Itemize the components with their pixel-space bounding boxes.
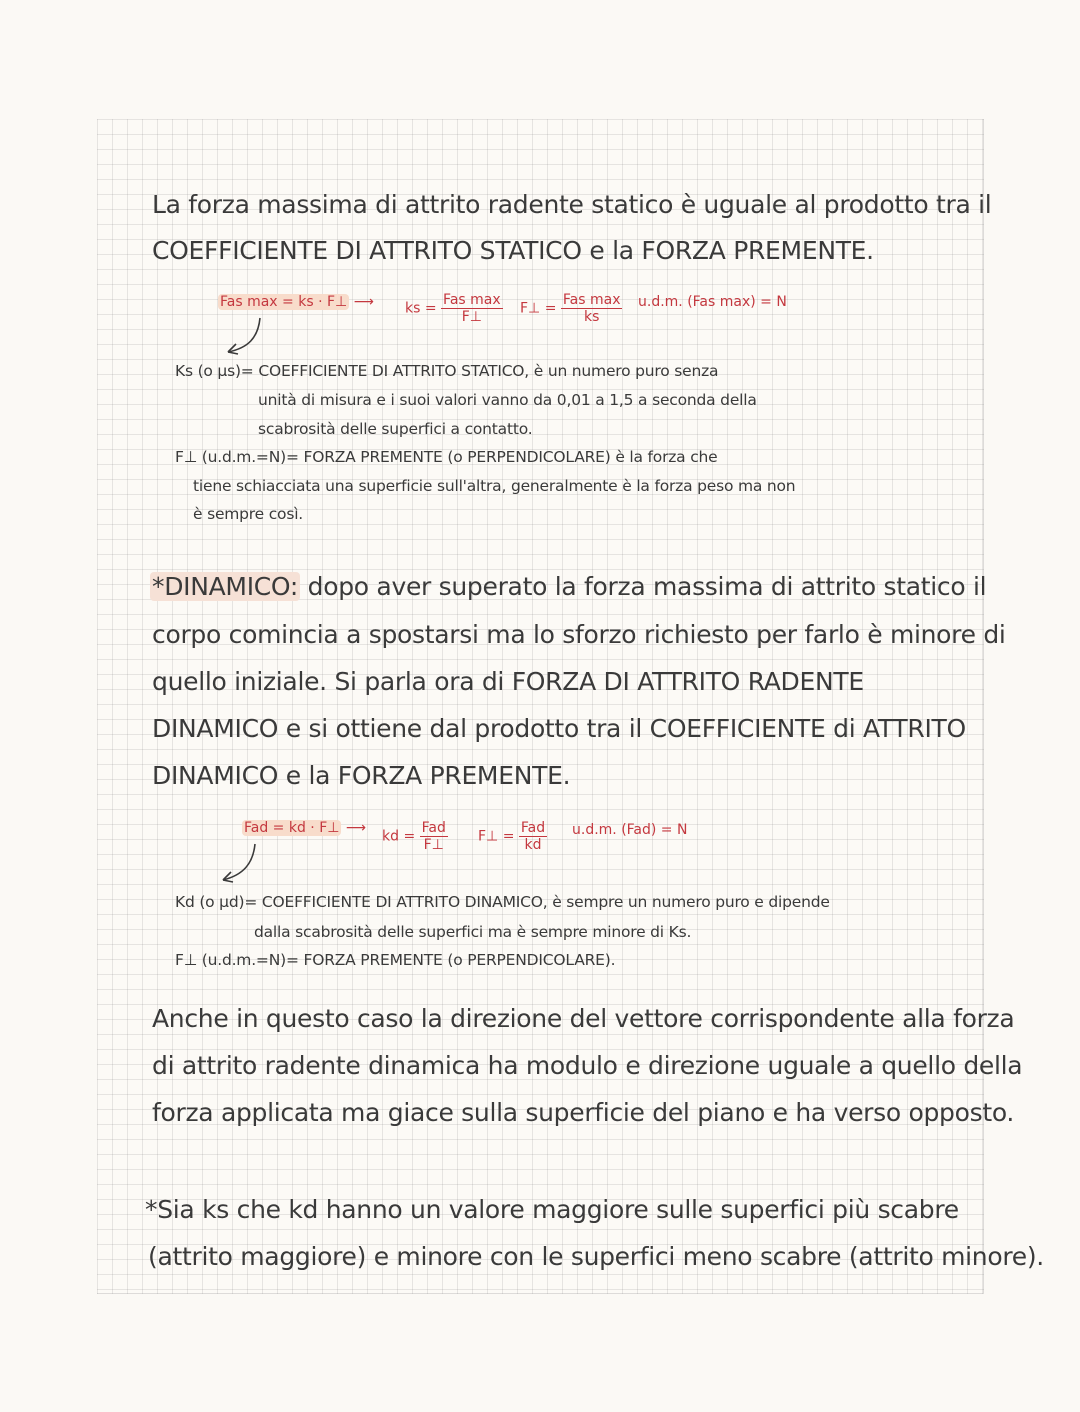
para2-line1 [150,563,986,610]
formula2-kd-denominator: F⊥ [423,837,444,853]
formula2-main [242,820,366,836]
formula1-arrow: ⟶ [353,294,374,310]
para3-line3: forza applicata ma giace sulla superficie del piano e ha verso opposto. [152,1098,1015,1127]
formula2-kd-lhs: kd = [382,828,416,845]
def2-line2: dalla scabrosità delle superfici ma è sempre minore di Ks. [254,923,692,941]
def2-line3: F⊥ (u.d.m.=N)= FORZA PREMENTE (o PERPENDICOLARE). [175,951,616,969]
formula1-fp-lhs: F⊥ = [520,300,557,317]
formula1-ks-denominator: F⊥ [461,309,482,325]
formula1-fp-numerator: Fas max [562,292,621,308]
def1-line6: è sempre così. [193,505,304,523]
def1-line2: unità di misura e i suoi valori vanno da 0,01 a 1,5 a seconda della [258,391,757,409]
def2-line1: Kd (o μd)= COEFFICIENTE DI ATTRITO DINAMICO, è sempre un numero puro e dipende [175,893,830,911]
formula2-fp-denominator: kd [524,837,542,853]
formula1-main-expr: Fas max = ks · F⊥ [220,294,348,310]
para2-line3: quello iniziale. Si parla ora di FORZA DI ATTRITO RADENTE [152,667,864,696]
para2-line1-rest: dopo aver superato la forza massima di attrito statico il [307,572,987,601]
formula2-kd [382,820,448,853]
def1-line4: F⊥ (u.d.m.=N)= FORZA PREMENTE (o PERPENDICOLARE) è la forza che [175,448,718,466]
formula2-fp-lhs: F⊥ = [478,828,515,845]
formula2-kd-fraction [420,820,448,853]
def1-line1: Ks (o μs)= COEFFICIENTE DI ATTRITO STATICO, è un numero puro senza [175,362,719,380]
formula1-fp [520,292,622,325]
formula1-ks [405,292,503,325]
curved-arrow-icon [215,842,265,886]
dinamico-marker: *DINAMICO: [152,572,298,601]
para3-line2: di attrito radente dinamica ha modulo e direzione uguale a quello della [152,1051,1023,1080]
formula1-main [218,294,374,310]
formula2-udm: u.d.m. (Fad) = N [572,822,688,838]
formula2-arrow: ⟶ [345,820,366,836]
formula1-ks-numerator: Fas max [443,292,501,308]
formula1-fp-denominator: ks [583,309,600,325]
def1-line3: scabrosità delle superfici a contatto. [258,420,533,438]
para4-line1: *Sia ks che kd hanno un valore maggiore sulle superfici più scabre [145,1195,959,1224]
curved-arrow-icon [218,316,268,358]
formula2-main-expr: Fad = kd · F⊥ [244,820,340,836]
para2-line5: DINAMICO e la FORZA PREMENTE. [152,761,571,790]
formula1-ks-lhs: ks = [405,300,437,317]
formula1-ks-fraction [441,292,503,325]
def1-line5: tiene schiacciata una superficie sull'altra, generalmente è la forza peso ma non [193,477,796,495]
para1-line2: COEFFICIENTE DI ATTRITO STATICO e la FORZA PREMENTE. [152,236,874,265]
para4-line2: (attrito maggiore) e minore con le superfici meno scabre (attrito minore). [148,1242,1044,1271]
formula2-fp [478,820,547,853]
para3-line1: Anche in questo caso la direzione del vettore corrispondente alla forza [152,1004,1015,1033]
formula2-kd-numerator: Fad [421,820,446,836]
formula2-fp-fraction [519,820,547,853]
formula1-udm: u.d.m. (Fas max) = N [638,294,787,310]
para2-line2: corpo comincia a spostarsi ma lo sforzo richiesto per farlo è minore di [152,620,1006,649]
para2-line4: DINAMICO e si ottiene dal prodotto tra il COEFFICIENTE di ATTRITO [152,714,966,743]
para1-line1: La forza massima di attrito radente statico è uguale al prodotto tra il [152,190,992,219]
formula2-fp-numerator: Fad [520,820,546,836]
formula1-fp-fraction [561,292,623,325]
